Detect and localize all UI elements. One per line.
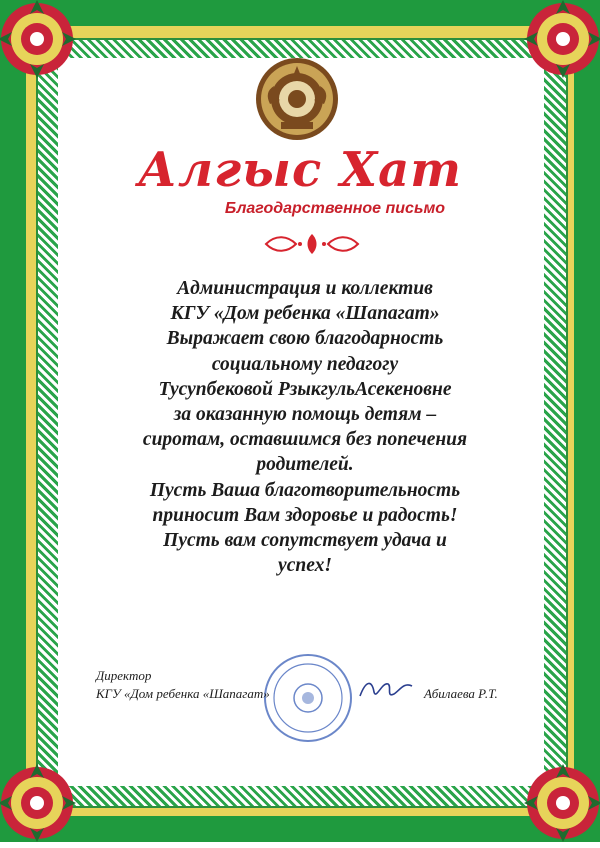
body-line: родителей. xyxy=(256,454,354,476)
certificate-body xyxy=(95,276,515,578)
body-line: сиротам, оставшимся без попечения xyxy=(142,429,468,451)
signatory-organization: КГУ «Дом ребенка «Шапагат» xyxy=(96,686,270,701)
body-line: социальному педагогу xyxy=(211,353,399,375)
body-line: Тусупбековой РзыкгульАсекеновне xyxy=(158,378,452,400)
certificate-title: Алгыс Хат xyxy=(137,142,463,198)
body-line: Выражает свою благодарность xyxy=(166,328,444,350)
body-line: успех! xyxy=(278,555,332,577)
body-line: за оказанную помощь детям – xyxy=(173,404,437,426)
corner-ornament-icon xyxy=(0,758,82,848)
body-line: Пусть Ваша благотворительность xyxy=(149,479,461,501)
handwritten-signature-icon xyxy=(356,674,416,704)
round-seal-stamp-icon xyxy=(262,652,354,744)
ornament-divider-icon xyxy=(262,232,362,256)
corner-ornament-icon xyxy=(0,0,82,84)
certificate-subtitle: Благодарственное письмо xyxy=(224,200,446,217)
signatory-name: Абилаева Р.Т. xyxy=(424,686,498,701)
body-line: Администрация и коллектив xyxy=(177,278,433,299)
corner-ornament-icon xyxy=(518,758,600,848)
signatory-role: Директор xyxy=(96,668,152,683)
body-line: Пусть вам сопутствует удача и xyxy=(163,530,447,552)
kazakhstan-emblem-icon xyxy=(254,56,340,142)
body-line: КГУ «Дом ребенка «Шапагат» xyxy=(170,303,440,325)
corner-ornament-icon xyxy=(518,0,600,84)
body-line: приносит Вам здоровье и радость! xyxy=(152,504,458,526)
